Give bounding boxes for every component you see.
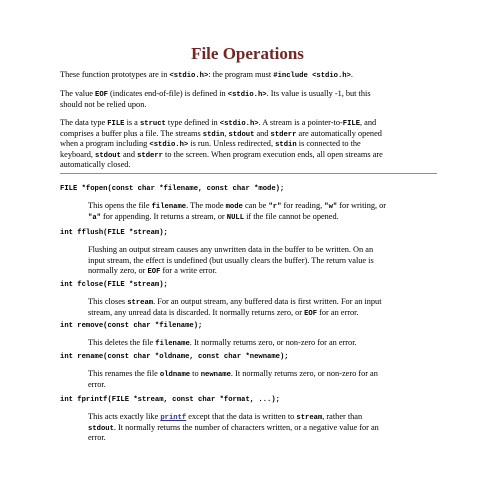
text: . Its value is usually -1, but this bbox=[266, 89, 371, 98]
code-stdin: stdin bbox=[202, 130, 225, 139]
text: for a write error. bbox=[160, 266, 217, 276]
code-filename: filename bbox=[155, 340, 190, 348]
text: keyboard, bbox=[60, 149, 96, 159]
fopen-description-line-2 bbox=[88, 212, 339, 224]
text: to the screen. When program execution ends, all open streams are bbox=[162, 149, 383, 159]
code-stdio-header: <stdio.h> bbox=[227, 91, 267, 99]
text: except that the data is written to bbox=[186, 412, 297, 421]
text: to bbox=[190, 369, 201, 378]
fprintf-description-line-2 bbox=[88, 423, 379, 435]
text: type defined in bbox=[165, 118, 220, 127]
text: (indicates end-of-file) is defined in bbox=[107, 89, 228, 98]
code-include-directive: #include <stdio.h> bbox=[273, 72, 351, 80]
code-struct: struct bbox=[139, 120, 166, 128]
fprintf-description-line-3: error. bbox=[88, 433, 106, 443]
text: . It normally returns zero, or non-zero for an error. bbox=[189, 338, 357, 347]
fclose-signature: int fclose(FILE *stream); bbox=[60, 281, 168, 289]
text: . For an output stream, any buffered data is first written. For an input bbox=[153, 297, 382, 306]
text: This opens the file bbox=[88, 201, 152, 210]
rename-description-line-2: error. bbox=[88, 379, 106, 389]
text: . The mode bbox=[186, 201, 226, 210]
printf-link[interactable]: printf bbox=[160, 414, 187, 422]
text: for appending. It returns a stream, or bbox=[100, 211, 227, 221]
code-eof: EOF bbox=[304, 309, 318, 318]
text: , and bbox=[360, 118, 377, 127]
code-stdio-header: <stdio.h> bbox=[149, 141, 189, 150]
code-stream: stream bbox=[127, 299, 154, 307]
code-file-type: FILE bbox=[107, 120, 125, 128]
intro-paragraph-3-line-5: automatically closed. bbox=[60, 160, 131, 170]
code-eof: EOF bbox=[147, 268, 161, 277]
text: and bbox=[254, 128, 271, 138]
code-newname: newname bbox=[200, 371, 231, 379]
code-eof: EOF bbox=[95, 91, 108, 99]
text: is connected to the bbox=[296, 139, 361, 149]
code-mode-a: "a" bbox=[88, 213, 101, 222]
text: This acts exactly like bbox=[88, 412, 161, 421]
fclose-description-line-2 bbox=[88, 308, 359, 320]
text: . It normally returns zero, or non-zero for an bbox=[230, 369, 378, 378]
intro-paragraph-1 bbox=[60, 70, 353, 82]
code-stdin: stdin bbox=[275, 141, 297, 150]
code-stdout: stdout bbox=[88, 424, 114, 433]
text: The data type bbox=[60, 118, 108, 127]
text: is run. Unless redirected, bbox=[188, 139, 276, 149]
code-stderr: stderr bbox=[270, 130, 297, 139]
text: are automatically opened bbox=[296, 128, 382, 138]
code-stdio-header: <stdio.h> bbox=[219, 120, 259, 128]
text: These function prototypes are in bbox=[60, 70, 170, 79]
code-oldname: oldname bbox=[159, 371, 191, 379]
code-stdout: stdout bbox=[228, 130, 255, 139]
page-title: File Operations bbox=[191, 44, 304, 63]
text: The value bbox=[60, 89, 96, 98]
text: This closes bbox=[88, 297, 128, 306]
fflush-description-line-1: Flushing an output stream causes any unwritten data in the buffer to be written. On an bbox=[88, 245, 374, 254]
text: if the file cannot be opened. bbox=[244, 211, 339, 221]
text: , bbox=[224, 128, 229, 138]
code-file-type: FILE bbox=[342, 120, 361, 128]
text: for writing, or bbox=[337, 201, 387, 210]
code-stream: stream bbox=[296, 414, 323, 422]
text: normally zero, or bbox=[88, 266, 148, 276]
intro-paragraph-2-line-2: should not be relied upon. bbox=[60, 99, 147, 109]
text: stream, any unread data is discarded. It normally returns zero, or bbox=[88, 307, 305, 317]
text: : the program must bbox=[208, 70, 274, 79]
text: . A stream is a pointer-to- bbox=[258, 118, 343, 127]
text: , rather than bbox=[322, 412, 363, 421]
text: . bbox=[350, 70, 353, 79]
text: and bbox=[120, 149, 138, 159]
fopen-signature: FILE *fopen(const char *filename, const char *mode); bbox=[60, 185, 285, 193]
text: This renames the file bbox=[88, 369, 160, 378]
fprintf-signature: int fprintf(FILE *stream, const char *format, ...); bbox=[60, 396, 280, 404]
rename-description-line-1 bbox=[88, 369, 378, 381]
code-null: NULL bbox=[226, 213, 245, 222]
section-divider bbox=[60, 173, 437, 174]
code-mode-w: "w" bbox=[324, 203, 338, 211]
text: for reading, bbox=[281, 201, 325, 210]
code-stdio-header: <stdio.h> bbox=[169, 72, 209, 80]
text: can be bbox=[242, 201, 269, 210]
code-mode: mode bbox=[225, 203, 243, 211]
code-mode-r: "r" bbox=[268, 203, 282, 211]
text: is a bbox=[124, 118, 140, 127]
text: for an error. bbox=[317, 307, 359, 317]
code-filename: filename bbox=[151, 203, 187, 211]
code-stdout: stdout bbox=[95, 151, 121, 160]
text: when a program including bbox=[60, 139, 150, 149]
fflush-signature: int fflush(FILE *stream); bbox=[60, 229, 168, 237]
text: . It normally returns the number of characters written, or a negative value for an bbox=[113, 422, 379, 432]
rename-signature: int rename(const char *oldname, const char *newname); bbox=[60, 353, 289, 361]
text: comprises a buffer plus a file. The streams bbox=[60, 128, 203, 138]
fflush-description-line-2: input stream, the effect is undefined (but usually clears the buffer). The return value is bbox=[88, 255, 374, 265]
remove-description-line-1 bbox=[88, 338, 357, 350]
remove-signature: int remove(const char *filename); bbox=[60, 322, 203, 330]
code-stderr: stderr bbox=[137, 151, 163, 160]
text: This deletes the file bbox=[88, 338, 156, 347]
fflush-description-line-3 bbox=[88, 266, 217, 278]
